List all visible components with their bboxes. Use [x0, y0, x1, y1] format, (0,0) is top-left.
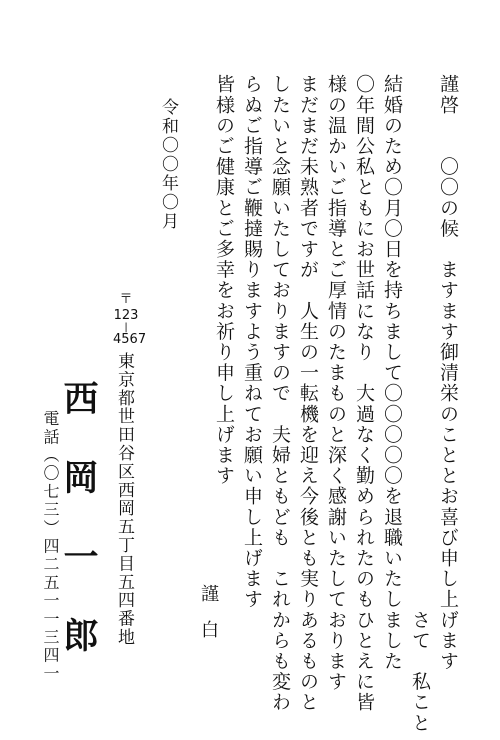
closing-phrase: 謹白 — [198, 584, 219, 656]
postal-code — [113, 292, 147, 348]
sender-name: 西岡一郎 — [58, 380, 99, 696]
postal-code-separator: | — [124, 322, 128, 333]
letter-line-9: 皆様のご健康とご多幸をお祈り申し上げます — [213, 74, 235, 486]
sender-phone: 電話（〇七三）四二五一一三四一 — [41, 410, 60, 683]
letter-line-5: 様の温かいご指導とご厚情のたまものと深く感謝いたしております — [325, 74, 347, 692]
letter-line-3: 結婚のため〇月〇日を持ちまして〇〇〇〇〇を退職いたしました — [381, 74, 403, 672]
letter-line-6: まだまだ未熟者ですが 人生の一転機を迎え今後とも実りあるものと — [297, 74, 319, 713]
postal-code-second: 4567 — [113, 332, 147, 347]
postal-code-first: 123 — [113, 308, 139, 323]
letter-date: 令和〇〇年〇月 — [158, 98, 178, 231]
letter-line-1: 謹啓 〇〇の候 ますます御清栄のこととお喜び申し上げます — [437, 74, 459, 672]
letter-line-7: したいと念願いたしておりますので 夫婦ともども これからも変わ — [269, 74, 291, 713]
postal-mark: 〒 — [119, 292, 133, 307]
letter-line-2: さて 私こと — [409, 74, 431, 734]
sender-address: 東京都世田谷区西岡五丁目五四番地 — [114, 352, 134, 647]
letter-line-8: らぬご指導ご鞭撻賜りますよう重ねてお願い申し上げます — [241, 74, 263, 610]
letter-line-4: 〇年間公私ともにお世話になり 大過なく勤められたのもひとえに皆 — [353, 74, 375, 713]
